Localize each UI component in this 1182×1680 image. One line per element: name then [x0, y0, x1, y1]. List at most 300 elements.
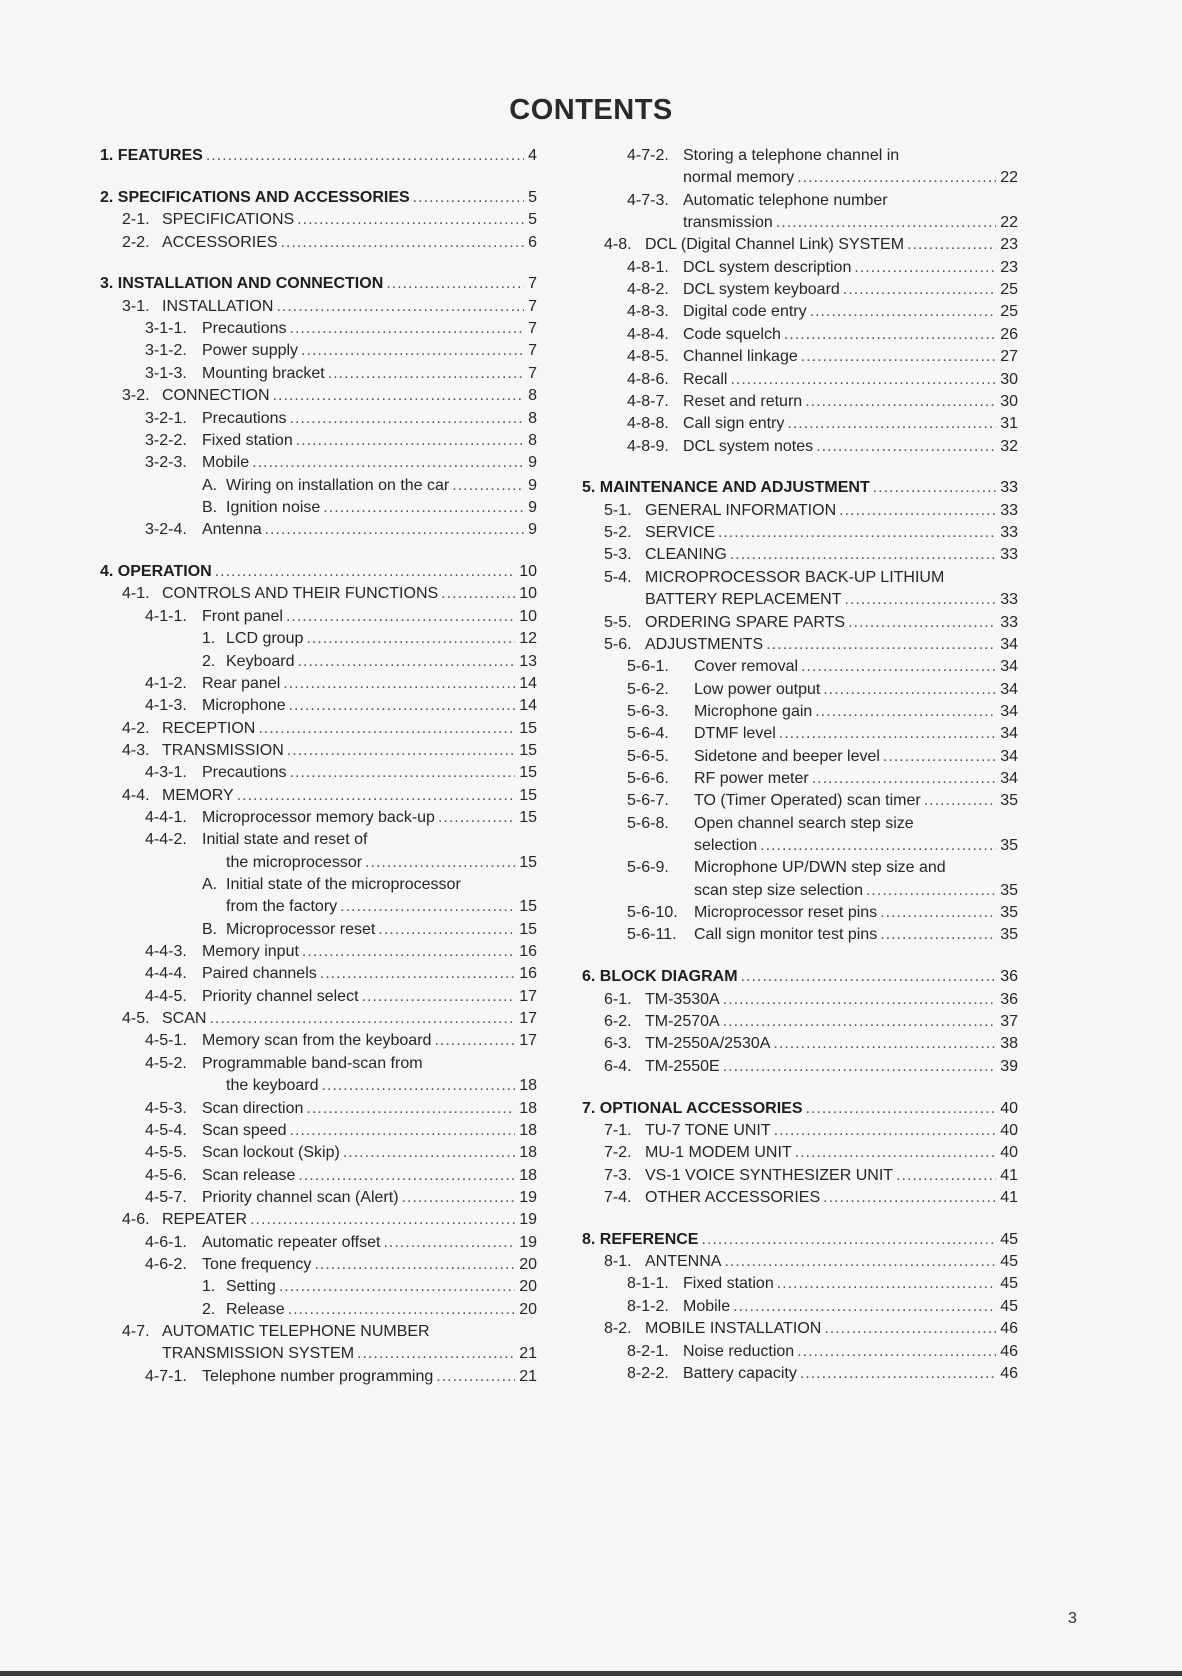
toc-page-number: 34: [1000, 769, 1018, 787]
toc-entry-title: Antenna: [202, 521, 262, 539]
toc-entry-title: Memory scan from the keyboard: [202, 1032, 432, 1050]
toc-entry-number: 4-7-3.: [627, 191, 669, 209]
toc-entry: [145, 453, 537, 473]
toc-page-number: 13: [519, 652, 537, 670]
toc-entry-title: 5. MAINTENANCE AND ADJUSTMENT: [582, 479, 870, 497]
toc-entry-number: 5-6-3.: [627, 702, 669, 720]
toc-entry-title: ORDERING SPARE PARTS: [645, 613, 846, 631]
toc-page-number: 16: [519, 943, 537, 961]
toc-entry-title: Wiring on installation on the car: [226, 476, 450, 494]
toc-entry: [627, 392, 1018, 412]
toc-entry-title: the microprocessor: [226, 853, 363, 871]
dot-leader: [286, 607, 515, 626]
toc-entry-number: 3-1.: [122, 297, 150, 315]
dot-leader: [810, 302, 997, 321]
toc-entry: [627, 925, 1018, 945]
toc-entry: [145, 1099, 537, 1119]
toc-entry-number: 4-5-2.: [145, 1054, 187, 1072]
toc-entry-number: 4-5.: [122, 1010, 150, 1028]
toc-entry-title: LCD group: [226, 630, 304, 648]
toc-entry-title: Paired channels: [202, 965, 317, 983]
toc-entry-number: 5-6-2.: [627, 680, 669, 698]
toc-page-number: 17: [519, 1032, 537, 1050]
dot-leader: [434, 1031, 515, 1050]
toc-entry-title: 2. SPECIFICATIONS AND ACCESSORIES: [100, 188, 410, 206]
toc-entry: [627, 414, 1018, 434]
toc-entry: [627, 325, 1018, 345]
toc-entry-title: TM-3530A: [645, 990, 720, 1008]
toc-entry-number: 7-4.: [604, 1188, 632, 1206]
toc-page-number: 15: [519, 719, 537, 737]
toc-entry-title: Tone frequency: [202, 1255, 312, 1273]
toc-entry: [627, 1297, 1018, 1317]
toc-entry-title: CONTROLS AND THEIR FUNCTIONS: [162, 585, 439, 603]
dot-leader: [296, 431, 524, 450]
toc-entry-number: 5-6-7.: [627, 792, 669, 810]
toc-page-number: 35: [1000, 837, 1018, 854]
toc-entry: [582, 478, 1018, 498]
dot-leader: [883, 747, 996, 766]
toc-page-number: 40: [1000, 1121, 1018, 1139]
toc-page-number: 41: [1000, 1188, 1018, 1206]
toc-entry-title: normal memory: [683, 169, 795, 187]
toc-entry-number: 1.: [202, 630, 216, 648]
toc-page-number: 10: [519, 563, 537, 581]
toc-entry-title: TM-2550E: [645, 1057, 720, 1075]
toc-entry-number: 3-2-1.: [145, 409, 187, 427]
page-title: CONTENTS: [509, 94, 673, 126]
toc-entry: [683, 168, 1018, 188]
dot-leader: [924, 791, 996, 810]
toc-entry: [145, 830, 537, 850]
toc-entry: [582, 967, 1018, 987]
toc-entry: [582, 1099, 1018, 1119]
toc-entry-number: 3-2-2.: [145, 431, 187, 449]
toc-page-number: 18: [519, 1121, 537, 1139]
toc-entry: [145, 409, 537, 429]
toc-entry: [604, 1143, 1018, 1163]
toc-page-number: 14: [519, 697, 537, 715]
dot-leader: [276, 297, 524, 316]
toc-entry-title: Microprocessor memory back-up: [202, 808, 435, 826]
toc-entry: [145, 763, 537, 783]
toc-page-number: 26: [1000, 325, 1018, 343]
toc-entry-title: 6. BLOCK DIAGRAM: [582, 968, 738, 986]
toc-page-number: 10: [519, 607, 537, 625]
toc-entry: [627, 1364, 1018, 1384]
dot-leader: [357, 1344, 515, 1363]
toc-entry-number: 4-5-6.: [145, 1166, 187, 1184]
dot-leader: [777, 1274, 996, 1293]
dot-leader: [279, 1277, 515, 1296]
toc-entry-number: 5-6-4.: [627, 725, 669, 743]
toc-entry-title: Front panel: [202, 607, 283, 625]
toc-entry: [627, 836, 1018, 856]
toc-entry: [604, 1034, 1018, 1054]
dot-leader: [215, 562, 515, 581]
toc-entry: [122, 786, 537, 806]
dot-leader: [209, 1009, 515, 1028]
toc-entry-number: 3-1-3.: [145, 364, 187, 382]
dot-leader: [805, 1099, 996, 1118]
dot-leader: [880, 903, 996, 922]
toc-page-number: 33: [1000, 479, 1018, 497]
toc-page-number: 15: [519, 764, 537, 782]
toc-entry: [202, 1076, 537, 1096]
toc-entry-title: DCL (Digital Channel Link) SYSTEM: [645, 236, 905, 254]
toc-entry-title: CONNECTION: [162, 387, 270, 405]
toc-page-number: 19: [519, 1233, 537, 1251]
dot-leader: [298, 1166, 515, 1185]
toc-entry-title: Call sign monitor test pins: [694, 926, 878, 944]
toc-page-number: 32: [1000, 437, 1018, 455]
dot-leader: [812, 769, 997, 788]
toc-entry: [145, 1233, 537, 1253]
toc-entry-number: 4-7-2.: [627, 147, 669, 164]
dot-leader: [322, 1076, 516, 1095]
toc-page-number: 18: [519, 1166, 537, 1184]
toc-page-number: 7: [528, 320, 537, 338]
toc-page-number: 6: [528, 233, 537, 251]
toc-page-number: 20: [519, 1255, 537, 1273]
toc-entry-title: Microphone gain: [694, 702, 813, 720]
toc-page-number: 21: [519, 1345, 537, 1363]
toc-entry: [627, 747, 1018, 767]
toc-entry-title: Rear panel: [202, 674, 281, 692]
dot-leader: [323, 498, 524, 517]
dot-leader: [854, 258, 996, 277]
toc-entry: [145, 1188, 537, 1208]
toc-page-number: 15: [519, 853, 537, 871]
toc-page-number: 34: [1000, 725, 1018, 743]
dot-leader: [723, 1057, 997, 1076]
dot-leader: [306, 1099, 515, 1118]
toc-entry-number: 5-6-5.: [627, 747, 669, 765]
toc-entry-title: MOBILE INSTALLATION: [645, 1320, 822, 1338]
toc-entry: [145, 674, 537, 694]
dot-leader: [386, 274, 524, 293]
toc-entry-title: BATTERY REPLACEMENT: [645, 591, 842, 609]
toc-entry: [627, 146, 1018, 166]
dot-leader: [206, 146, 524, 165]
toc-entry: [202, 629, 537, 649]
toc-entry-number: 8-1-2.: [627, 1297, 669, 1315]
toc-page-number: 7: [528, 342, 537, 360]
toc-entry-number: 3-1-1.: [145, 320, 187, 338]
dot-leader: [873, 478, 996, 497]
dot-leader: [784, 325, 996, 344]
toc-page-number: 9: [528, 476, 537, 494]
dot-leader: [896, 1166, 996, 1185]
toc-entry: [604, 523, 1018, 543]
toc-page-number: 7: [528, 275, 537, 293]
toc-page-number: 7: [528, 297, 537, 315]
toc-entry-title: 8. REFERENCE: [582, 1230, 699, 1248]
toc-entry-number: 3-2-3.: [145, 454, 187, 472]
toc-entry: [145, 696, 537, 716]
toc-entry-title: Microphone: [202, 697, 286, 715]
toc-entry-title: Scan direction: [202, 1099, 304, 1117]
dot-leader: [839, 501, 996, 520]
toc-entry-number: 5-2.: [604, 524, 632, 542]
toc-entry-number: 4-8-5.: [627, 348, 669, 366]
toc-entry: [627, 347, 1018, 367]
toc-entry-number: 5-5.: [604, 613, 632, 631]
toc-entry-number: 6-4.: [604, 1057, 632, 1075]
toc-page-number: 4: [528, 147, 537, 164]
toc-entry-title: Code squelch: [683, 325, 781, 343]
dot-leader: [730, 545, 996, 564]
toc-entry-title: SPECIFICATIONS: [162, 211, 295, 229]
toc-entry-number: 4-8-9.: [627, 437, 669, 455]
toc-entry: [627, 791, 1018, 811]
toc-entry: [145, 1143, 537, 1163]
toc-entry-number: 7-1.: [604, 1121, 632, 1139]
toc-entry: [100, 188, 537, 208]
toc-entry-title: 1. FEATURES: [100, 147, 203, 164]
toc-entry-title: GENERAL INFORMATION: [645, 501, 837, 519]
toc-entry: [604, 545, 1018, 565]
toc-entry-number: 5-1.: [604, 501, 632, 519]
toc-page-number: 19: [519, 1188, 537, 1206]
toc-entry: [145, 319, 537, 339]
toc-entry: [604, 568, 1018, 588]
toc-entry: [627, 258, 1018, 278]
toc-entry-number: 4-4-2.: [145, 831, 187, 849]
toc-page-number: 45: [1000, 1253, 1018, 1271]
toc-entry: [100, 274, 537, 294]
toc-page-number: 9: [528, 498, 537, 516]
toc-entry-title: Initial state of the microprocessor: [226, 876, 461, 893]
toc-entry-title: Microprocessor reset: [226, 920, 376, 938]
toc-entry-number: 5-6.: [604, 635, 632, 653]
dot-leader: [797, 1342, 996, 1361]
toc-page-number: 8: [528, 387, 537, 405]
toc-entry: [627, 724, 1018, 744]
toc-entry-number: 4-7.: [122, 1323, 150, 1340]
toc-page-number: 25: [1000, 281, 1018, 299]
dot-leader: [237, 786, 515, 805]
toc-entry-title: Storing a telephone channel in: [683, 147, 900, 164]
toc-page-number: 7: [528, 364, 537, 382]
toc-page-number: 33: [1000, 524, 1018, 542]
toc-page-number: 36: [1000, 968, 1018, 986]
dot-leader: [314, 1255, 515, 1274]
toc-entry: [202, 498, 537, 518]
toc-page-number: 16: [519, 965, 537, 983]
dot-leader: [880, 925, 996, 944]
toc-page-number: 36: [1000, 990, 1018, 1008]
toc-entry: [627, 280, 1018, 300]
toc-page-number: 20: [519, 1278, 537, 1296]
toc-entry-number: 4-8-2.: [627, 281, 669, 299]
dot-leader: [823, 1188, 996, 1207]
toc-entry-title: Sidetone and beeper level: [694, 747, 880, 765]
toc-entry-title: Memory input: [202, 943, 299, 961]
toc-entry: [627, 370, 1018, 390]
toc-entry-number: B.: [202, 498, 218, 516]
toc-entry: [145, 364, 537, 384]
dot-leader: [413, 188, 524, 207]
toc-entry: [627, 191, 1018, 211]
toc-entry-title: Automatic telephone number: [683, 191, 888, 209]
toc-entry: [604, 1057, 1018, 1077]
dot-leader: [290, 1121, 516, 1140]
toc-entry-title: DCL system description: [683, 258, 852, 276]
toc-entry: [202, 1277, 537, 1297]
toc-page-number: 37: [1000, 1012, 1018, 1030]
toc-page-number: 17: [519, 1010, 537, 1028]
toc-entry: [627, 1342, 1018, 1362]
toc-entry-number: 2.: [202, 1300, 216, 1318]
toc-entry-number: 7-2.: [604, 1144, 632, 1162]
toc-entry-title: TM-2570A: [645, 1012, 720, 1030]
toc-entry-title: Reset and return: [683, 392, 803, 410]
toc-entry: [122, 233, 537, 253]
toc-entry-title: TRANSMISSION: [162, 741, 284, 759]
toc-entry-number: 4-3-1.: [145, 764, 187, 782]
dot-leader: [452, 476, 524, 495]
dot-leader: [824, 1319, 996, 1338]
toc-page-number: 22: [1000, 169, 1018, 187]
dot-leader: [289, 696, 516, 715]
toc-entry-title: Scan lockout (Skip): [202, 1144, 340, 1162]
dot-leader: [800, 1364, 996, 1383]
dot-leader: [730, 370, 996, 389]
toc-entry: [145, 1166, 537, 1186]
dot-leader: [741, 967, 997, 986]
dot-leader: [723, 990, 997, 1009]
toc-entry-title: Precautions: [202, 409, 287, 427]
toc-page-number: 23: [1000, 236, 1018, 254]
toc-entry-title: Battery capacity: [683, 1364, 797, 1382]
toc-entry-number: 4-1-2.: [145, 674, 187, 692]
toc-entry-number: A.: [202, 476, 218, 494]
toc-entry-number: 7-3.: [604, 1166, 632, 1184]
dot-leader: [907, 235, 996, 254]
dot-leader: [805, 392, 996, 411]
toc-entry-title: Telephone number programming: [202, 1367, 434, 1385]
toc-entry: [145, 431, 537, 451]
toc-page-number: 23: [1000, 258, 1018, 276]
toc-entry: [145, 808, 537, 828]
toc-page-number: 27: [1000, 348, 1018, 366]
dot-leader: [760, 836, 996, 855]
toc-page-number: 9: [528, 454, 537, 472]
toc-entry: [202, 853, 537, 873]
toc-page-number: 34: [1000, 680, 1018, 698]
toc-page-number: 19: [519, 1211, 537, 1229]
toc-entry: [604, 635, 1018, 655]
toc-entry-title: Recall: [683, 370, 728, 388]
toc-entry-title: ANTENNA: [645, 1253, 722, 1271]
toc-entry-number: 4-8-3.: [627, 303, 669, 321]
toc-page-number: 15: [519, 898, 537, 916]
dot-leader: [848, 613, 996, 632]
dot-leader: [362, 987, 516, 1006]
dot-leader: [298, 652, 516, 671]
dot-leader: [290, 409, 525, 428]
toc-entry-title: Setting: [226, 1278, 276, 1296]
toc-page-number: 45: [1000, 1297, 1018, 1315]
toc-entry-title: selection: [694, 837, 758, 854]
toc-entry-number: 8-2-1.: [627, 1342, 669, 1360]
toc-page-number: 31: [1000, 415, 1018, 433]
toc-entry-title: Scan speed: [202, 1121, 287, 1139]
toc-entry-title: SCAN: [162, 1010, 207, 1028]
toc-entry-title: Scan release: [202, 1166, 296, 1184]
toc-entry: [145, 1031, 537, 1051]
toc-entry-number: 4-4.: [122, 786, 150, 804]
toc-entry-number: 4-8-4.: [627, 325, 669, 343]
toc-entry: [145, 987, 537, 1007]
toc-entry: [627, 702, 1018, 722]
toc-entry-number: 2.: [202, 652, 216, 670]
dot-leader: [733, 1297, 996, 1316]
toc-entry-title: Open channel search step size: [694, 814, 914, 832]
toc-entry: [627, 437, 1018, 457]
toc-entry-title: DTMF level: [694, 725, 776, 743]
toc-entry-number: 6-2.: [604, 1012, 632, 1030]
toc-entry: [202, 1300, 537, 1320]
toc-entry-number: 4-6-2.: [145, 1255, 187, 1273]
toc-entry: [145, 1121, 537, 1141]
toc-page-number: 15: [519, 808, 537, 826]
toc-page-number: 17: [519, 987, 537, 1005]
toc-entry: [604, 613, 1018, 633]
toc-entry-title: 7. OPTIONAL ACCESSORIES: [582, 1099, 803, 1117]
toc-entry: [145, 942, 537, 962]
toc-entry: [604, 1252, 1018, 1272]
toc-entry: [145, 964, 537, 984]
toc-entry-number: 4-4-5.: [145, 987, 187, 1005]
toc-page-number: 14: [519, 674, 537, 692]
toc-entry-title: Priority channel select: [202, 987, 359, 1005]
toc-entry: [122, 719, 537, 739]
toc-entry-title: CLEANING: [645, 546, 727, 564]
toc-page-number: 22: [1000, 214, 1018, 232]
toc-page-number: 34: [1000, 747, 1018, 765]
toc-entry-title: the keyboard: [226, 1077, 319, 1095]
toc-entry-title: Power supply: [202, 342, 299, 360]
toc-entry-number: 4-5-5.: [145, 1144, 187, 1162]
toc-entry-title: Precautions: [202, 320, 287, 338]
toc-entry: [627, 657, 1018, 677]
dot-leader: [436, 1367, 515, 1386]
toc-entry-number: A.: [202, 876, 218, 893]
toc-entry-title: Microprocessor reset pins: [694, 904, 878, 922]
toc-page-number: 35: [1000, 881, 1018, 899]
toc-entry-title: scan step size selection: [694, 881, 863, 899]
toc-page-number: 21: [519, 1367, 537, 1385]
toc-entry-title: TRANSMISSION SYSTEM: [162, 1345, 355, 1363]
toc-entry: [122, 386, 537, 406]
toc-page-number: 12: [519, 630, 537, 648]
toc-page-number: 8: [528, 431, 537, 449]
toc-entry-title: ACCESSORIES: [162, 233, 278, 251]
dot-leader: [281, 233, 525, 252]
toc-entry: [604, 235, 1018, 255]
toc-entry-number: B.: [202, 920, 218, 938]
toc-entry-title: Keyboard: [226, 652, 295, 670]
toc-entry-number: 4-4-1.: [145, 808, 187, 826]
toc-entry-number: 2-2.: [122, 233, 150, 251]
toc-entry-number: 4-5-3.: [145, 1099, 187, 1117]
dot-leader: [701, 1230, 996, 1249]
dot-leader: [718, 523, 996, 542]
toc-entry-number: 4-8-6.: [627, 370, 669, 388]
toc-entry-number: 4-5-7.: [145, 1188, 187, 1206]
